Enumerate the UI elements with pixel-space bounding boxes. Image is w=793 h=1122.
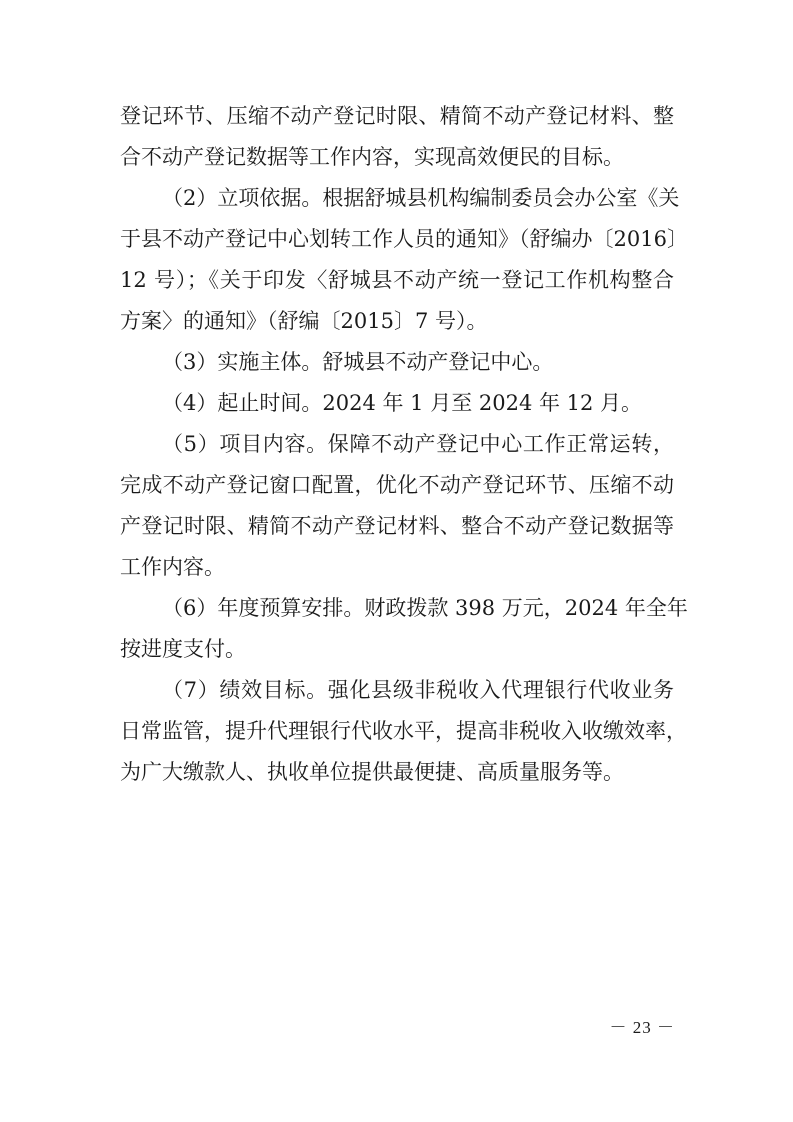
text-line: 12 号）；《关于印发〈舒城县不动产统一登记工作机构整合 bbox=[120, 268, 674, 292]
text-line: 完成不动产登记窗口配置，优化不动产登记环节、压缩不动 bbox=[120, 473, 674, 497]
text-line: （4）起止时间。2024 年 1 月至 2024 年 12 月。 bbox=[162, 391, 643, 415]
text-line: （5）项目内容。保障不动产登记中心工作正常运转， bbox=[162, 432, 674, 456]
text-line: （3）实施主体。舒城县不动产登记中心。 bbox=[162, 350, 554, 374]
text-line: 产登记时限、精简不动产登记材料、整合不动产登记数据等 bbox=[120, 514, 674, 538]
text-line: 登记环节、压缩不动产登记时限、精简不动产登记材料、整 bbox=[120, 104, 674, 128]
text-line: 方案〉的通知》（舒编〔2015〕7 号）。 bbox=[120, 309, 488, 333]
text-line: （2）立项依据。根据舒城县机构编制委员会办公室《关 bbox=[162, 186, 680, 210]
text-line: （7）绩效目标。强化县级非税收入代理银行代收业务 bbox=[162, 678, 674, 702]
text-line: 为广大缴款人、执收单位提供最便捷、高质量服务等。 bbox=[120, 760, 624, 784]
page-number: － 23 － bbox=[609, 1018, 675, 1037]
text-line: 合不动产登记数据等工作内容，实现高效便民的目标。 bbox=[120, 145, 624, 169]
text-line: 于县不动产登记中心划转工作人员的通知》（舒编办〔2016〕 bbox=[120, 227, 688, 251]
text-line: 日常监管，提升代理银行代收水平，提高非税收入收缴效率， bbox=[120, 719, 687, 743]
text-line: （6）年度预算安排。财政拨款 398 万元，2024 年全年 bbox=[162, 596, 688, 620]
text-line: 工作内容。 bbox=[120, 555, 225, 579]
text-line: 按进度支付。 bbox=[120, 637, 246, 661]
